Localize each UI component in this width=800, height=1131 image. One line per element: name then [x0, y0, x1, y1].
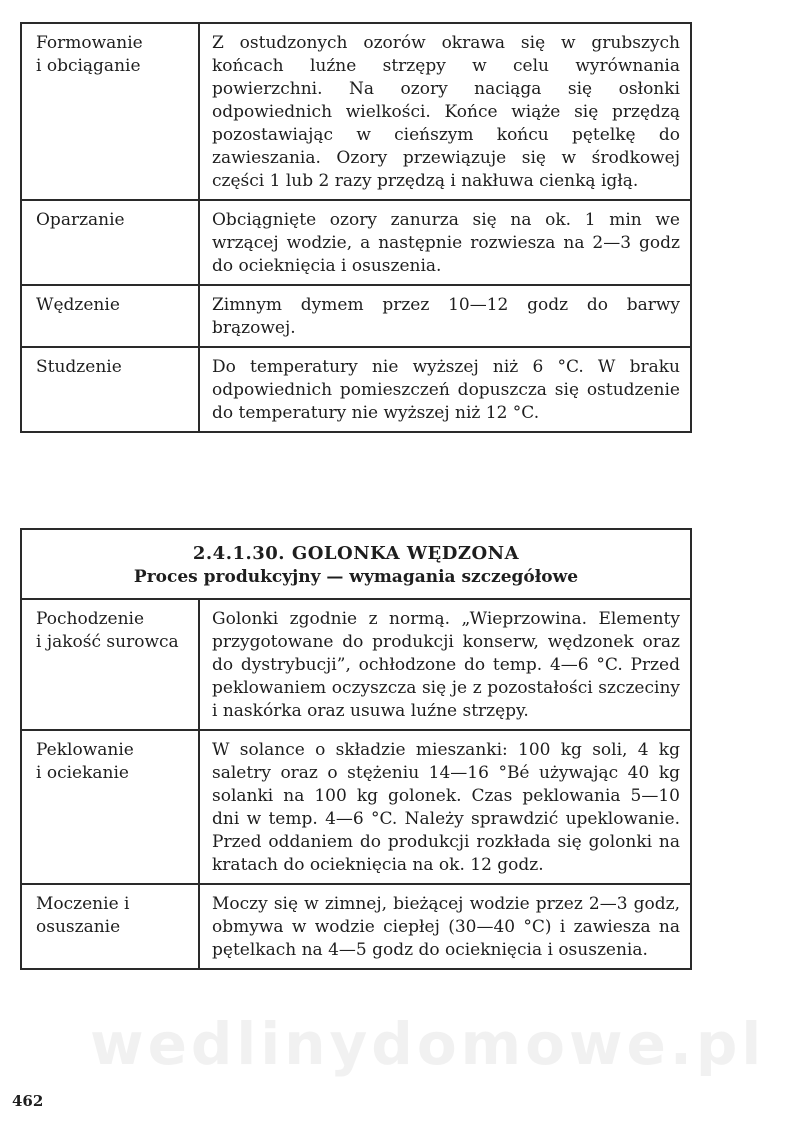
- step-label: Studzenie: [22, 348, 200, 431]
- table-row: [22, 731, 690, 885]
- step-description: Obciągnięte ozory zanurza się na ok. 1 min we wrzącej wodzie, a następnie rozwiesza na 2—3 godz do ocieknięcia i osuszenia.: [212, 210, 680, 276]
- table-row: [22, 201, 690, 286]
- step-description: Moczy się w zimnej, bieżącej wodzie przez 2—3 godz, obmywa w wodzie ciepłej (30—40 °C) i zawiesza na pętelkach na 4—5 godz do ocieknięcia i osuszenia.: [212, 894, 680, 960]
- section-heading: [22, 530, 690, 600]
- page-number: 462: [12, 1092, 44, 1110]
- step-label: Pochodzenie i jakość surowca: [22, 600, 200, 729]
- section-title: 2.4.1.30. GOLONKA WĘDZONA: [192, 543, 520, 564]
- section-subtitle: Proces produkcyjny — wymagania szczegółowe: [133, 567, 579, 587]
- step-description: Zimnym dymem przez 10—12 godz do barwy brązowej.: [212, 295, 680, 338]
- step-description: Golonki zgodnie z normą. „Wieprzowina. Elementy przygotowane do produkcji konserw, wędzonek oraz do dystrybucji”, ochłodzone do temp. 4—6 °C. Przed peklowaniem oczyszcza się je z pozostałości szczeciny i naskórka oraz usuwa luźne strzępy.: [212, 609, 680, 721]
- watermark: wedlinydomowe.pl: [90, 1010, 766, 1078]
- step-description: W solance o składzie mieszanki: 100 kg soli, 4 kg saletry oraz o stężeniu 14—16 °Bé używając 40 kg solanki na 100 kg golonek. Czas peklowania 5—10 dni w temp. 4—6 °C. Należy sprawdzić upeklowanie. Przed oddaniem do produkcji rozkłada się golonki na kratach do ocieknięcia na ok. 12 godz.: [212, 740, 680, 875]
- table-row: [22, 24, 690, 201]
- step-label: Peklowanie i ociekanie: [22, 731, 200, 883]
- step-label: Moczenie i osuszanie: [22, 885, 200, 968]
- step-description: Z ostudzonych ozorów okrawa się w grubszych końcach luźne strzępy w celu wyrównania powierzchni. Na ozory naciąga się osłonki odpowiednich wielkości. Końce wiąże się przędzą pozostawiając w cieńszym końcu pętelkę do zawieszania. Ozory przewiązuje się w środkowej części 1 lub 2 razy przędzą i nakłuwa cienką igłą.: [212, 33, 680, 191]
- step-label: Oparzanie: [22, 201, 200, 284]
- table-row: [22, 885, 690, 968]
- table-row: [22, 348, 690, 431]
- table-row: [22, 600, 690, 731]
- step-label: Formowanie i obciąganie: [22, 24, 200, 199]
- step-description: Do temperatury nie wyższej niż 6 °C. W braku odpowiednich pomieszczeń dopuszcza się ostudzenie do temperatury nie wyższej niż 12 °C.: [212, 357, 680, 423]
- process-table-golonka: [20, 528, 692, 970]
- step-label: Wędzenie: [22, 286, 200, 346]
- process-table-top: [20, 22, 692, 433]
- table-row: [22, 286, 690, 348]
